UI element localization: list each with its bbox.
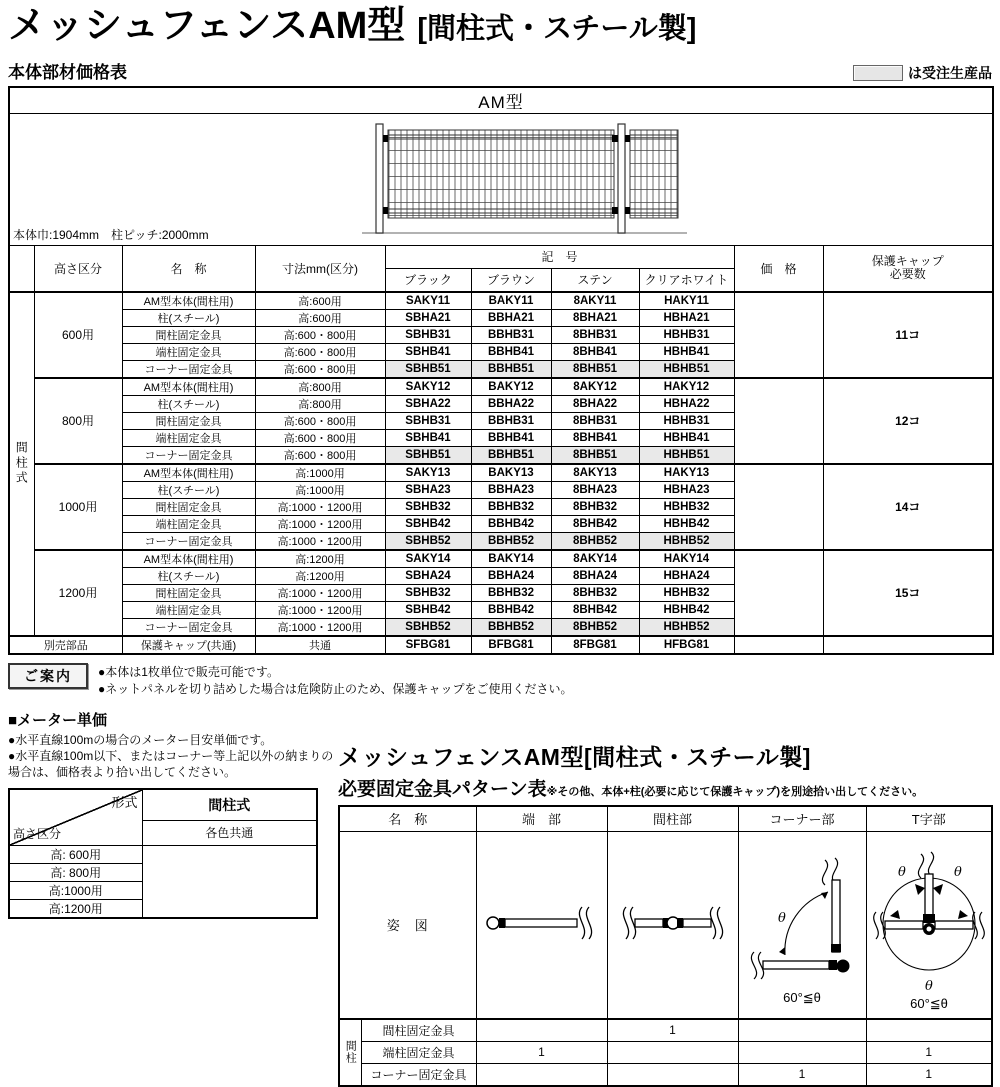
meter-row-label: 高:1000用 [9,882,142,900]
cell-code: BBHB31 [471,412,551,429]
col-header-code: 記 号 [385,245,734,268]
pattern-value [476,1063,607,1086]
cell-code: 8AKY12 [551,378,639,396]
page-title: メッシュフェンスAM型 [8,5,406,47]
col-header-stainless: ステン [551,268,639,292]
mto-legend-label: は受注生産品 [908,64,992,81]
cell-name: 端柱固定金具 [122,515,255,532]
cell-code: SBHB41 [385,343,471,360]
cell-size: 高:600・800用 [255,343,385,360]
bottom-section [8,709,1000,1087]
cell-code: BFBG81 [471,636,551,654]
cell-code: SBHA22 [385,395,471,412]
cell-code: 8BHB41 [551,343,639,360]
pattern-col-mid: 間柱部 [607,806,738,832]
cell-size: 高:1000・1200用 [255,498,385,515]
cell-name: 保護キャップ(共通) [122,636,255,654]
meter-note-1: ●水平直線100mの場合のメーター目安単価です。 [8,732,273,747]
cell-height: 600用 [34,292,122,378]
pattern-col-corner: コーナー部 [738,806,866,832]
cell-code: BAKY14 [471,550,551,568]
fence-dimensions: 本体巾:1904mm 柱ピッチ:2000mm [13,227,209,242]
table-row [339,1019,992,1042]
cell-code: BAKY13 [471,464,551,482]
figure-mid-cell [607,831,738,1019]
col-header-black: ブラック [385,268,471,292]
guide-label: ご案内 [8,663,88,689]
table-row [9,378,993,396]
cell-size: 高:800用 [255,395,385,412]
cell-name: 端柱固定金具 [122,601,255,618]
meter-section [8,709,338,1087]
pattern-value: 1 [866,1063,992,1086]
cell-code: HBHB42 [639,515,734,532]
cell-size: 高:600用 [255,292,385,310]
cell-name: AM型本体(間柱用) [122,464,255,482]
cell-code-mto: SBHB52 [385,618,471,636]
pattern-title: メッシュフェンスAM型[間柱式・スチール製] [338,743,811,770]
theta-label: θ [778,911,786,927]
side-label-mabashira: 間柱式 [9,292,34,636]
cell-code: BBHB42 [471,601,551,618]
cell-code: BBHA22 [471,395,551,412]
cell-code: HBHB31 [639,326,734,343]
col-header-brown: ブラウン [471,268,551,292]
cell-code: SAKY12 [385,378,471,396]
cell-code-mto: BBHB52 [471,532,551,550]
pattern-subtitle: 必要固定金具パターン表 [338,778,547,800]
cell-code: HBHA22 [639,395,734,412]
pattern-section [338,739,998,1087]
cell-code: SBHA23 [385,481,471,498]
figure-tee-cell [866,831,992,1019]
cell-code: HBHB32 [639,498,734,515]
col-header-price: 価 格 [734,245,823,292]
page-title-note: [間柱式・スチール製] [417,13,697,45]
cell-code-mto: BBHB51 [471,446,551,464]
pattern-col-tee: T字部 [866,806,992,832]
price-table [8,86,994,655]
pattern-row-name: 間柱固定金具 [361,1019,476,1042]
diagonal-header-cell [9,789,142,846]
model-header: AM型 [9,87,993,114]
pattern-value: 1 [476,1041,607,1063]
cell-code: HBHB41 [639,343,734,360]
cell-code: SBHB42 [385,601,471,618]
pattern-table [338,805,993,1087]
cell-code: 8BHA23 [551,481,639,498]
mto-legend [853,63,992,83]
cell-code: SBHA21 [385,309,471,326]
cell-size: 高:600・800用 [255,326,385,343]
cell-name: コーナー固定金具 [122,446,255,464]
guide-note-1: ●本体は1枚単位で販売可能です。 [98,664,279,679]
pattern-value [607,1041,738,1063]
cell-name: コーナー固定金具 [122,360,255,378]
theta-label: θ [953,865,962,881]
cell-size: 高:1200用 [255,567,385,584]
cell-name: AM型本体(間柱用) [122,550,255,568]
cell-code: 8BHB32 [551,584,639,601]
pattern-value [476,1019,607,1042]
pattern-value: 1 [866,1041,992,1063]
cell-code-mto: 8BHB51 [551,360,639,378]
cell-price [734,378,823,464]
cell-price [734,636,823,654]
pattern-note: ※その他、本体+柱(必要に応じて保護キャップ)を別途拾い出してください。 [546,785,924,798]
guide-notes [98,663,573,699]
cell-size: 高:600・800用 [255,446,385,464]
cell-height: 1200用 [34,550,122,636]
figure-label: 姿 図 [339,831,476,1019]
cell-code-mto: HBHB52 [639,618,734,636]
meter-col-subheader: 各色共通 [142,820,317,845]
corner-empty [9,245,34,292]
cell-cap-count: 14コ [823,464,993,550]
cell-name: コーナー固定金具 [122,532,255,550]
cell-code: SBHA24 [385,567,471,584]
col-header-name: 名 称 [122,245,255,292]
pattern-value [866,1019,992,1042]
cell-size: 高:1000・1200用 [255,515,385,532]
fence-post [618,124,625,233]
cell-height: 800用 [34,378,122,464]
angle-condition: 60°≦θ [783,990,821,1006]
cell-code: 8BHA24 [551,567,639,584]
meter-notes [8,732,340,781]
guide-note-2: ●ネットパネルを切り詰めした場合は危険防止のため、保護キャップをご使用ください。 [98,682,573,697]
cell-code-mto: HBHB51 [639,360,734,378]
cell-cap-count [823,636,993,654]
pattern-row-name: 端柱固定金具 [361,1041,476,1063]
cell-code: HBHB42 [639,601,734,618]
angle-condition: 60°≦θ [909,996,948,1012]
cap-header-line2: 必要数 [889,267,926,282]
cell-code: 8BHB31 [551,412,639,429]
cell-code: 8BHB42 [551,515,639,532]
diag-label-height: 高さ区分 [13,827,62,842]
table-row [9,846,317,864]
meter-row-label: 高: 800用 [9,864,142,882]
col-header-clearwhite: クリアホワイト [639,268,734,292]
cell-code: 8BHB42 [551,601,639,618]
cell-code: BBHB41 [471,429,551,446]
cell-code: SFBG81 [385,636,471,654]
cell-code: 8BHA22 [551,395,639,412]
col-header-height: 高さ区分 [34,245,122,292]
cell-code: SBHB41 [385,429,471,446]
cell-name: 間柱固定金具 [122,326,255,343]
pattern-value [607,1063,738,1086]
cell-code: 8BHB41 [551,429,639,446]
meter-row-label: 高:1200用 [9,900,142,919]
table-row [339,1063,992,1086]
pattern-side-label: 間柱 [339,1019,361,1086]
cell-code: 8AKY14 [551,550,639,568]
cell-name: 柱(スチール) [122,395,255,412]
cell-price [734,550,823,636]
cell-code: 8FBG81 [551,636,639,654]
cell-name: 端柱固定金具 [122,429,255,446]
cell-code: BBHB32 [471,498,551,515]
cell-code: BBHB41 [471,343,551,360]
cell-code: HBHB31 [639,412,734,429]
col-header-cap [823,245,993,292]
figure-corner-cell [738,831,866,1019]
pattern-col-name: 名 称 [339,806,476,832]
cap-header-line1: 保護キャップ [871,253,944,268]
pattern-value [738,1019,866,1042]
col-header-size: 寸法mm(区分) [255,245,385,292]
pattern-value [738,1041,866,1063]
cell-code: SAKY11 [385,292,471,310]
cell-code-mto: SBHB52 [385,532,471,550]
cell-code: HBHA21 [639,309,734,326]
theta-label: θ [924,979,933,995]
cell-code: HFBG81 [639,636,734,654]
cell-code: SBHB32 [385,498,471,515]
cell-code: HAKY12 [639,378,734,396]
cell-code: BBHA24 [471,567,551,584]
cell-code: 8AKY13 [551,464,639,482]
cell-cap-count: 15コ [823,550,993,636]
cell-price [734,292,823,378]
cell-code: 8BHA21 [551,309,639,326]
cell-code: BBHB31 [471,326,551,343]
cell-code: SBHB32 [385,584,471,601]
cell-name: 柱(スチール) [122,567,255,584]
cell-name: 端柱固定金具 [122,343,255,360]
cell-size: 高:1000用 [255,481,385,498]
cell-code-mto: BBHB51 [471,360,551,378]
cell-code: HBHA24 [639,567,734,584]
mid-post-diagram [611,893,735,953]
table-row [9,292,993,310]
fence-post [376,124,383,233]
cell-size: 高:1000・1200用 [255,532,385,550]
fence-drawing [362,118,692,242]
cell-size: 高:600・800用 [255,429,385,446]
fence-panel [388,130,614,218]
cell-size: 高:1000・1200用 [255,601,385,618]
cell-name: 間柱固定金具 [122,498,255,515]
cell-name: 間柱固定金具 [122,412,255,429]
cell-code: SAKY14 [385,550,471,568]
cell-code: 8AKY11 [551,292,639,310]
cell-code: HBHB41 [639,429,734,446]
cell-cap-count: 11コ [823,292,993,378]
cell-name: 柱(スチール) [122,481,255,498]
cell-code-mto: SBHB51 [385,360,471,378]
cell-code: SBHB31 [385,326,471,343]
table-row-option [9,636,993,654]
meter-empty-cell [142,846,317,919]
pattern-value: 1 [607,1019,738,1042]
fence-drawing-cell [9,113,993,245]
cell-name: AM型本体(間柱用) [122,378,255,396]
price-table-title: 本体部材価格表 [8,62,127,82]
page-header [0,0,1000,48]
cell-code: BAKY11 [471,292,551,310]
pattern-row-name: コーナー固定金具 [361,1063,476,1086]
cell-size: 高:1000・1200用 [255,584,385,601]
table-row [339,1041,992,1063]
cell-code-mto: 8BHB51 [551,446,639,464]
cell-option-label: 別売部品 [9,636,122,654]
cell-code: HBHA23 [639,481,734,498]
cell-size: 高:600用 [255,309,385,326]
cell-name: AM型本体(間柱用) [122,292,255,310]
cell-code: HAKY13 [639,464,734,482]
guide-section [8,663,1000,699]
corner-section-diagram [740,832,864,1014]
meter-col-header: 間柱式 [142,789,317,820]
cell-cap-count: 12コ [823,378,993,464]
figure-end-cell [476,831,607,1019]
fence-panel-partial [630,130,678,218]
cell-name: コーナー固定金具 [122,618,255,636]
price-section-header [8,58,992,83]
table-row [9,464,993,482]
theta-label: θ [897,865,906,881]
cell-code: BBHA21 [471,309,551,326]
cell-price [734,464,823,550]
pattern-col-end: 端 部 [476,806,607,832]
meter-row-label: 高: 600用 [9,846,142,864]
cell-name: 間柱固定金具 [122,584,255,601]
cell-name: 柱(スチール) [122,309,255,326]
cell-code: BBHB42 [471,515,551,532]
cell-code: BAKY12 [471,378,551,396]
cell-code: HAKY11 [639,292,734,310]
cell-code: BBHA23 [471,481,551,498]
cell-code: 8BHB32 [551,498,639,515]
cell-code: 8BHB31 [551,326,639,343]
cell-size: 高:600・800用 [255,360,385,378]
meter-table [8,788,318,919]
cell-height: 1000用 [34,464,122,550]
cell-code: HBHB32 [639,584,734,601]
cell-code-mto: 8BHB52 [551,618,639,636]
end-section-diagram [480,893,604,953]
cell-size: 共通 [255,636,385,654]
cell-code: BBHB32 [471,584,551,601]
cell-code-mto: BBHB52 [471,618,551,636]
cell-size: 高:1000・1200用 [255,618,385,636]
cell-code-mto: 8BHB52 [551,532,639,550]
tee-section-diagram [868,832,990,1014]
cell-size: 高:1000用 [255,464,385,482]
cell-code-mto: HBHB51 [639,446,734,464]
cell-code: HAKY14 [639,550,734,568]
mto-swatch-icon [853,65,903,81]
cell-code: SAKY13 [385,464,471,482]
cell-size: 高:1200用 [255,550,385,568]
pattern-value: 1 [738,1063,866,1086]
cell-code: SBHB31 [385,412,471,429]
diag-label-type: 形式 [111,795,138,811]
meter-title: ■メーター単価 [8,711,108,729]
cell-size: 高:800用 [255,378,385,396]
cell-code: SBHB42 [385,515,471,532]
cell-code-mto: HBHB52 [639,532,734,550]
meter-note-2: ●水平直線100m以下、またはコーナー等上記以外の納まりの場合は、価格表より拾い出してください。 [8,748,334,779]
table-row [9,550,993,568]
cell-size: 高:600・800用 [255,412,385,429]
cell-code-mto: SBHB51 [385,446,471,464]
